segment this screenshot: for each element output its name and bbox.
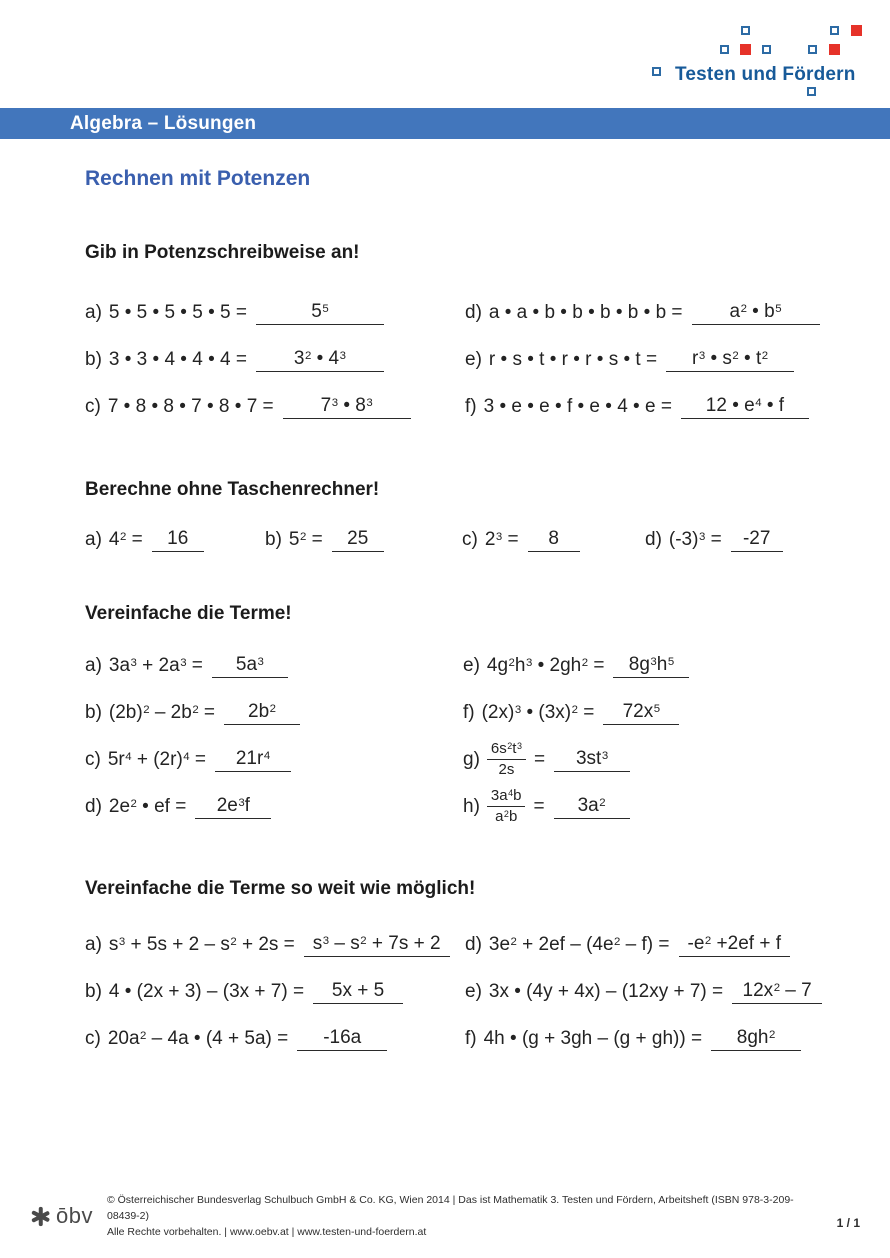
problem-row [85, 642, 300, 689]
problem-expression: $2^3$ = [484, 529, 519, 550]
problem-expression: $(2x)^3$ • $(3x)^2$ = [481, 701, 595, 723]
section-heading-moeglich: Vereinfache die Terme so weit wie möglich! [85, 878, 476, 899]
problem-expression: = [533, 795, 545, 817]
problem-label: d) [465, 933, 482, 955]
logo-square-icon [652, 67, 661, 76]
copyright-line1: © Österreichischer Bundesverlag Schulbuch GmbH & Co. KG, Wien 2014 | Das ist Mathematik 3. Testen und Fördern, Arbeitsheft (ISBN 978-3-209-08439-2) [106, 1194, 794, 1222]
problem-row [85, 383, 411, 430]
problem-expression: $20a^2 - 4a$ • (4 + 5a) = [107, 1027, 289, 1049]
footer [30, 1192, 860, 1240]
problem-expression: $3e^2 + 2ef - (4e^2 - f)$ = [488, 933, 670, 955]
answer-blank: $5a^3$ [212, 654, 288, 678]
problem-row [465, 289, 820, 336]
problem-label: g) [463, 748, 480, 770]
problem-row [645, 527, 783, 553]
logo-square-icon [741, 26, 750, 35]
oebv-logo-text: ōbv [56, 1203, 93, 1228]
answer-blank: $8g^3h^5$ [613, 654, 689, 678]
problem-label: h) [463, 795, 480, 817]
answer-blank: 5x + 5 [313, 980, 403, 1004]
problem-row [85, 968, 450, 1015]
problem-label: f) [463, 701, 475, 723]
problem-expression: 3x • (4y + 4x) – (12xy + 7) = [488, 980, 724, 1002]
answer-blank: $21r^4$ [215, 748, 291, 772]
logo-square-icon [720, 45, 729, 54]
logo-square-icon [807, 87, 816, 96]
problem-expression: 4 • (2x + 3) – (3x + 7) = [108, 980, 305, 1002]
problem-row [465, 1015, 822, 1062]
problem-expression: $(-3)^3$ = [668, 529, 722, 550]
problem-expression: 4h • (g + 3gh – (g + gh)) = [483, 1027, 703, 1049]
problem-row [465, 921, 822, 968]
problem-row [463, 642, 689, 689]
answer-blank: $-e^2 +2ef + f$ [679, 933, 790, 957]
logo-square-icon [762, 45, 771, 54]
problem-row [463, 736, 689, 783]
fraction-denominator: $a^2b$ [495, 808, 518, 825]
page-title: Rechnen mit Potenzen [85, 167, 311, 190]
problem-expression: r • s • t • r • r • s • t = [488, 348, 658, 370]
problem-expression: 5 • 5 • 5 • 5 • 5 = [108, 301, 247, 323]
problem-label: b) [85, 348, 102, 370]
answer-blank: $5^5$ [256, 301, 384, 325]
problem-label: b) [85, 701, 102, 723]
answer-blank: $3^2$ • $4^3$ [256, 348, 384, 372]
problem-label: b) [85, 980, 102, 1002]
fraction-expression [487, 787, 526, 826]
answer-blank: $s^3 - s^2 + 7s + 2$ [304, 933, 450, 957]
answer-blank: $3a^2$ [554, 795, 630, 819]
problem-expression: 3 • 3 • 4 • 4 • 4 = [108, 348, 247, 370]
problem-label: f) [465, 395, 477, 417]
problem-label: c) [85, 1027, 101, 1049]
answer-blank: $12x^2 - 7$ [732, 980, 822, 1004]
problem-row [465, 383, 820, 430]
page-number: 1 / 1 [836, 1216, 860, 1230]
problem-label: d) [645, 529, 662, 550]
answer-blank: $7^3$ • $8^3$ [283, 395, 411, 419]
answer-blank: $3st^3$ [554, 748, 630, 772]
problem-label: e) [465, 348, 482, 370]
oebv-star-icon [30, 1206, 51, 1227]
section1-right-column [465, 289, 820, 430]
problem-expression: $s^3 + 5s + 2 - s^2 + 2s$ = [108, 933, 295, 955]
problem-label: e) [463, 654, 480, 676]
problem-label: a) [85, 654, 102, 676]
problem-expression: $(2b)^2 - 2b^2$ = [108, 701, 216, 723]
section-heading-potenzschreibweise: Gib in Potenzschreibweise an! [85, 242, 360, 263]
problem-expression: $3a^3 + 2a^3$ = [108, 654, 203, 676]
problem-row [85, 289, 411, 336]
problem-expression: $4g^2h^3$ • $2gh^2$ = [486, 654, 605, 676]
problem-expression: $5r^4 + (2r)^4$ = [107, 748, 206, 770]
answer-blank: $r^3$ • $s^2$ • $t^2$ [666, 348, 794, 372]
answer-blank: $8gh^2$ [711, 1027, 801, 1051]
problem-row [462, 527, 580, 553]
problem-expression: a • a • b • b • b • b • b = [488, 301, 683, 323]
problem-row [85, 527, 204, 553]
logo-square-icon [808, 45, 817, 54]
fraction-denominator: 2s [498, 761, 515, 778]
section-heading-berechne: Berechne ohne Taschenrechner! [85, 479, 380, 500]
section4-right-column [465, 921, 822, 1062]
problem-row [85, 1015, 450, 1062]
section1-left-column [85, 289, 411, 430]
worksheet-title-bar [0, 108, 890, 139]
worksheet-title: Algebra – Lösungen [70, 113, 257, 134]
problem-row [465, 336, 820, 383]
logo-text: Testen und Fördern [675, 64, 856, 85]
publisher-logo [648, 20, 878, 105]
problem-row [85, 783, 300, 830]
problem-expression: 3 • e • e • f • e • 4 • e = [483, 395, 672, 417]
problem-row [85, 921, 450, 968]
problem-label: c) [462, 529, 478, 550]
problem-row [465, 968, 822, 1015]
problem-label: a) [85, 529, 102, 550]
problem-label: c) [85, 395, 101, 417]
problem-label: d) [465, 301, 482, 323]
answer-blank: 12 • $e^4$ • f [681, 395, 809, 419]
problem-row [85, 689, 300, 736]
problem-row [463, 783, 689, 830]
problem-expression: $5^2$ = [288, 529, 323, 550]
problem-label: c) [85, 748, 101, 770]
logo-square-icon [851, 25, 862, 36]
section-heading-vereinfache: Vereinfache die Terme! [85, 603, 292, 624]
oebv-logo [30, 1203, 93, 1229]
answer-blank: $72x^5$ [603, 701, 679, 725]
problem-row [463, 689, 689, 736]
problem-label: d) [85, 795, 102, 817]
problem-row [265, 527, 384, 553]
copyright-line2: Alle Rechte vorbehalten. | www.oebv.at | www.testen-und-foerdern.at [106, 1226, 427, 1238]
logo-square-icon [740, 44, 751, 55]
answer-blank: 8 [528, 528, 580, 552]
problem-label: e) [465, 980, 482, 1002]
problem-expression: $2e^2$ • ef = [108, 795, 187, 817]
problem-label: f) [465, 1027, 477, 1049]
answer-blank: 16 [152, 528, 204, 552]
problem-row [85, 336, 411, 383]
fraction-expression [487, 740, 526, 779]
section3-right-column [463, 642, 689, 830]
answer-blank: -16a [297, 1027, 387, 1051]
fraction-numerator: $6s^2t^3$ [487, 740, 526, 760]
problem-label: a) [85, 933, 102, 955]
problem-expression: $4^2$ = [108, 529, 143, 550]
section3-left-column [85, 642, 300, 830]
problem-label: b) [265, 529, 282, 550]
section4-left-column [85, 921, 450, 1062]
answer-blank: $a^2$ • $b^5$ [692, 301, 820, 325]
problem-row [85, 736, 300, 783]
problem-label: a) [85, 301, 102, 323]
problem-expression: 7 • 8 • 8 • 7 • 8 • 7 = [107, 395, 274, 417]
answer-blank: $2e^3f$ [195, 795, 271, 819]
answer-blank: -27 [731, 528, 783, 552]
logo-square-icon [830, 26, 839, 35]
answer-blank: $2b^2$ [224, 701, 300, 725]
fraction-numerator: $3a^4b$ [487, 787, 526, 807]
problem-expression: = [533, 748, 546, 770]
logo-square-icon [829, 44, 840, 55]
answer-blank: 25 [332, 528, 384, 552]
copyright-text [107, 1192, 823, 1240]
